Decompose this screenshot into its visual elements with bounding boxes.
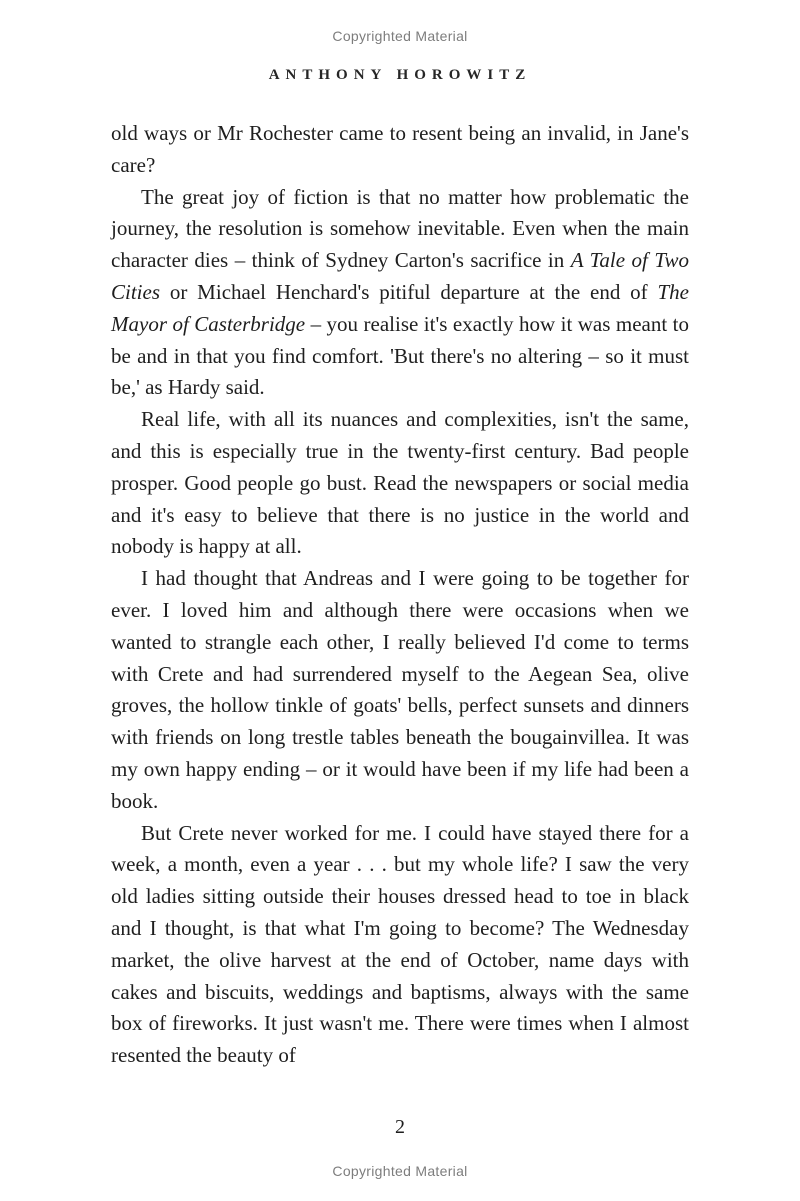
book-title-italic: A Tale of Two Cities [111, 248, 689, 304]
copyright-notice-top: Copyrighted Material [332, 28, 468, 44]
paragraph-text: – you realise it's exactly how it was meant to be and in that you find comfort. 'But there's no altering – so it must be,' as Hardy said. [111, 311, 690, 400]
paragraph-text: I had thought that Andreas and I were going to be together for ever. I loved him and although there were occasions when we wanted to strangle each other, I really believed I'd come to terms with Crete and had surrendered myself to the Aegean Sea, olive groves, the hollow tinkle of goats' bells, perfect sunsets and dinners with friends on long trestle tables beneath the bougainvillea. It was my own happy ending – or it would have been if my life had been a book. [111, 566, 689, 813]
author-header: ANTHONY HOROWITZ [268, 67, 532, 83]
paragraph-text: old ways or Mr Rochester came to resent being an invalid, in Jane's care? [111, 121, 689, 177]
book-title-italic: The Mayor of Casterbridge [111, 279, 689, 336]
paragraph-text: or Michael Henchard's pitiful departure at the end of [160, 279, 658, 304]
page-number: 2 [395, 1116, 405, 1138]
copyright-notice-bottom: Copyrighted Material [332, 1163, 468, 1179]
paragraph-text: The great joy of fiction is that no matter how problematic the journey, the resolution is somehow inevitable. Even when the main character dies – think of Sydney Carton's sacrifice in [111, 184, 689, 273]
paragraph-text: But Crete never worked for me. I could have stayed there for a week, a month, even a year . . . but my whole life? I saw the very old ladies sitting outside their houses dressed head to toe in black and I thought, is that what I'm going to become? The Wednesday market, the olive harvest at the end of October, name days with cakes and biscuits, weddings and baptisms, always with the same box of fireworks. It just wasn't me. There were times when I almost resented the beauty of [111, 820, 689, 1068]
paragraph [111, 182, 689, 405]
paragraph [111, 563, 689, 817]
paragraph-text: Real life, with all its nuances and complexities, isn't the same, and this is especially true in the twenty-first century. Bad people prosper. Good people go bust. Read the newspapers or social media and it's easy to believe that there is no justice in the world and nobody is happy at all. [111, 407, 689, 559]
paragraph [111, 118, 689, 182]
paragraph [111, 404, 689, 563]
book-page-body [111, 118, 689, 1072]
paragraph [111, 818, 689, 1072]
